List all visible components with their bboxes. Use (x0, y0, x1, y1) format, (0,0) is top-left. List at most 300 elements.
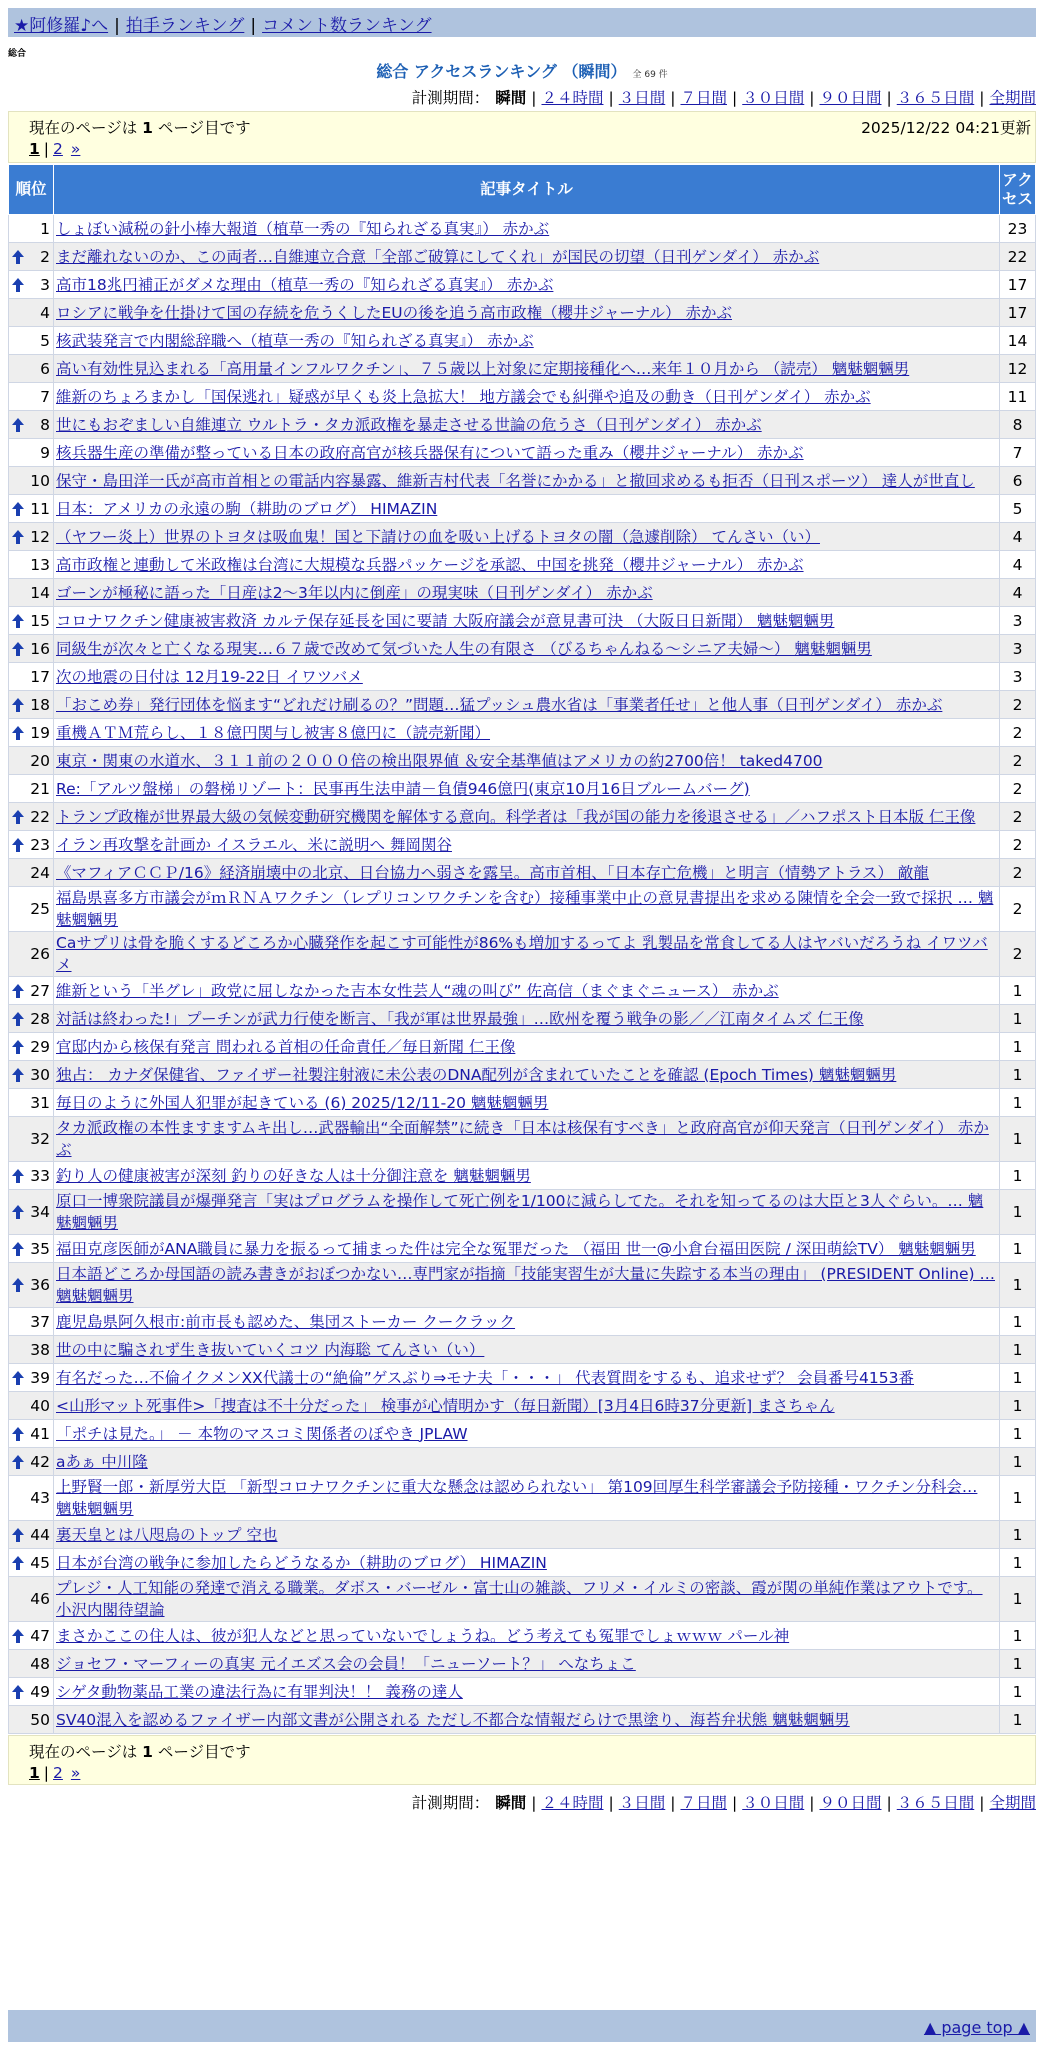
article-title-link[interactable]: 「おこめ券」発行団体を悩ます“どれだけ刷るの？”問題…猛プッシュ農水省は「事業者任せ」と他人事（日刊ゲンダイ） 赤かぶ (56, 695, 943, 714)
article-title-link[interactable]: 次の地震の日付は 12月19-22日 イワツバメ (56, 667, 363, 686)
col-title-header: 記事タイトル (54, 165, 1000, 215)
rank-cell (9, 1235, 54, 1263)
table-row (9, 1392, 1036, 1420)
title-cell (54, 1117, 1000, 1162)
rank-number: 12 (30, 527, 50, 546)
rank-number: 44 (30, 1525, 50, 1544)
access-count: 2 (1000, 831, 1036, 859)
table-row (9, 1476, 1036, 1521)
rank-number: 49 (30, 1682, 50, 1701)
page-1-current: 1 (29, 140, 40, 158)
table-header-row (9, 165, 1036, 215)
access-count: 17 (1000, 299, 1036, 327)
access-count: 12 (1000, 355, 1036, 383)
table-row (9, 1336, 1036, 1364)
up-arrow-icon (12, 698, 24, 712)
article-title-link[interactable]: ゴーンが極秘に語った「日産は2～3年以内に倒産」の現実味（日刊ゲンダイ） 赤かぶ (56, 583, 653, 602)
rank-cell (9, 932, 54, 977)
title-cell (54, 859, 1000, 887)
rank-cell (9, 1263, 54, 1308)
rank-number: 31 (30, 1093, 50, 1112)
article-title-link[interactable]: まだ離れないのか、この両者…自維連立合意「全部ご破算にしてくれ」が国民の切望（日刊ゲンダイ） 赤かぶ (56, 247, 820, 266)
rank-cell (9, 831, 54, 859)
period-option[interactable]: ３６５日間 (896, 89, 975, 107)
rank-number: 27 (30, 981, 50, 1000)
title-cell (54, 467, 1000, 495)
period-option[interactable]: ９０日間 (819, 1794, 882, 1812)
access-count: 14 (1000, 327, 1036, 355)
up-arrow-icon (12, 1427, 24, 1441)
table-row (9, 887, 1036, 932)
table-row (9, 859, 1036, 887)
rank-cell (9, 243, 54, 271)
title-cell (54, 1577, 1000, 1622)
table-row (9, 932, 1036, 977)
rank-cell (9, 719, 54, 747)
page-1-current: 1 (29, 1764, 40, 1782)
rank-cell (9, 523, 54, 551)
article-title-link[interactable]: 原口一博衆院議員が爆弾発言「実はプログラムを操作して死亡例を1/100に減らしてた。それを知ってるのは大臣と3人ぐらい。… 魑魅魍魎男 (56, 1192, 984, 1232)
access-count: 3 (1000, 607, 1036, 635)
rank-number: 36 (30, 1276, 50, 1294)
page-top-link[interactable]: ▲ page top ▲ (923, 2018, 1030, 2037)
rank-number: 42 (30, 1452, 50, 1471)
article-title-link[interactable]: 核兵器生産の準備が整っている日本の政府高官が核兵器保有について語った重み（櫻井ジャーナル） 赤かぶ (56, 443, 804, 462)
access-count: 1 (1000, 1308, 1036, 1336)
rank-cell (9, 411, 54, 439)
period-option[interactable]: ３０日間 (742, 89, 805, 107)
next-page-link[interactable]: » (70, 140, 81, 158)
access-count: 1 (1000, 1263, 1036, 1308)
title-cell (54, 1263, 1000, 1308)
table-row (9, 1263, 1036, 1308)
article-title-link[interactable]: トランプ政権が世界最大級の気候変動研究機関を解体する意向。科学者は「我が国の能力を後退させる」／ハフポスト日本版 仁王像 (56, 807, 976, 826)
table-row (9, 1420, 1036, 1448)
article-title-link[interactable]: 高い有効性見込まれる「高用量インフルワクチン」、７５歳以上対象に定期接種化へ…来年１０月から （読売） 魑魅魍魎男 (56, 359, 910, 378)
up-arrow-icon (12, 502, 24, 516)
rank-number: 8 (40, 415, 50, 434)
article-title-link[interactable]: イラン再攻撃を計画か イスラエル、米に説明へ 舞岡関谷 (56, 835, 452, 854)
rank-cell (9, 1448, 54, 1476)
rank-number: 22 (30, 807, 50, 826)
table-row (9, 271, 1036, 299)
table-row (9, 383, 1036, 411)
article-title-link[interactable]: 福島県喜多方市議会がｍＲＮＡワクチン（レプリコンワクチンを含む）接種事業中止の意見書提出を求める陳情を全会一致で採択 … 魑魅魍魎男 (56, 889, 994, 929)
title-cell (54, 1706, 1000, 1734)
access-count: 6 (1000, 467, 1036, 495)
up-arrow-icon (12, 1528, 24, 1542)
period-option: 瞬間 (495, 89, 527, 107)
title-cell (54, 1235, 1000, 1263)
rank-number: 29 (30, 1037, 50, 1056)
rank-cell (9, 327, 54, 355)
period-separator: | (670, 89, 676, 107)
title-cell (54, 1521, 1000, 1549)
rank-number: 3 (40, 275, 50, 294)
rank-cell (9, 1622, 54, 1650)
rank-cell (9, 1706, 54, 1734)
article-title-link[interactable]: 保守・島田洋一氏が高市首相との電話内容暴露、維新吉村代表「名誉にかかる」と撤回求めるも拒否（日刊スポーツ） 達人が世直し (56, 471, 975, 490)
rank-cell (9, 495, 54, 523)
period-separator: | (531, 89, 537, 107)
article-title-link[interactable]: 日本：アメリカの永遠の駒（耕助のブログ） HIMAZIN (56, 499, 438, 518)
access-count: 1 (1000, 1005, 1036, 1033)
article-title-link[interactable]: 裏天皇とは八咫烏のトップ 空也 (56, 1525, 278, 1544)
rank-cell (9, 1420, 54, 1448)
access-count: 1 (1000, 1364, 1036, 1392)
pager-bottom (8, 1735, 1036, 1785)
article-title-link[interactable]: （ヤフー炎上）世界のトヨタは吸血鬼！国と下請けの血を吸い上げるトヨタの闇（急遽削除） てんさい（い） (56, 527, 820, 546)
rank-cell (9, 977, 54, 1005)
period-separator: | (531, 1794, 537, 1812)
top-nav-bar (8, 8, 1036, 37)
access-count: 1 (1000, 1650, 1036, 1678)
up-arrow-icon (12, 1012, 24, 1026)
access-count: 1 (1000, 1521, 1036, 1549)
table-row (9, 1706, 1036, 1734)
article-title-link[interactable]: シゲタ動物薬品工業の違法行為に有罪判決！！ 義務の達人 (56, 1682, 463, 1701)
rank-cell (9, 1005, 54, 1033)
period-option[interactable]: ２４時間 (541, 1794, 604, 1812)
article-title-link[interactable]: 重機ＡＴＭ荒らし、１８億円関与し被害８億円に（読売新聞） (56, 723, 491, 742)
title-cell (54, 1336, 1000, 1364)
rank-cell (9, 775, 54, 803)
period-separator: | (809, 89, 815, 107)
rank-cell (9, 1190, 54, 1235)
rank-number: 16 (30, 639, 50, 658)
article-title-link[interactable]: ロシアに戦争を仕掛けて国の存続を危うくしたEUの後を追う高市政権（櫻井ジャーナル） 赤かぶ (56, 303, 732, 322)
access-count: 1 (1000, 1577, 1036, 1622)
up-arrow-icon (12, 1169, 24, 1183)
access-count: 1 (1000, 1392, 1036, 1420)
up-arrow-icon (12, 278, 24, 292)
title-cell (54, 411, 1000, 439)
rank-number: 28 (30, 1009, 50, 1028)
title-cell (54, 1622, 1000, 1650)
title-cell (54, 803, 1000, 831)
rank-number: 45 (30, 1553, 50, 1572)
period-option[interactable]: ７日間 (680, 1794, 727, 1812)
rank-number: 14 (30, 583, 50, 602)
title-cell (54, 299, 1000, 327)
updated-timestamp: 2025/12/22 04:21更新 (861, 119, 1031, 137)
table-row (9, 607, 1036, 635)
title-cell (54, 1476, 1000, 1521)
up-arrow-icon (12, 1040, 24, 1054)
table-row (9, 691, 1036, 719)
table-row (9, 1235, 1036, 1263)
rank-cell (9, 1521, 54, 1549)
article-title-link[interactable]: 毎日のように外国人犯罪が起きている (6) 2025/12/11-20 魑魅魍魎男 (56, 1093, 549, 1112)
up-arrow-icon (12, 530, 24, 544)
article-title-link[interactable]: 日本語どころか母国語の読み書きがおぼつかない…専門家が指摘「技能実習生が大量に失踪する本当の理由」 (PRESIDENT Online) … 魑魅魍魎男 (56, 1265, 995, 1305)
article-title-link[interactable]: Caサプリは骨を脆くするどころか心臓発作を起こす可能性が86%も増加するってよ 乳製品を常食してる人はヤバいだろうね イワツバメ (56, 934, 988, 974)
article-title-link[interactable]: 有名だった…不倫イクメンXX代議士の“絶倫”ゲスぶり⇒モナ夫「・・・」 代表質問をするも、追求せず？ 会員番号4153番 (56, 1368, 915, 1387)
rank-cell (9, 355, 54, 383)
title-cell (54, 383, 1000, 411)
rank-number: 43 (30, 1489, 50, 1507)
article-title-link[interactable]: コロナワクチン健康被害救済 カルテ保存延長を国に要請 大阪府議会が意見書可決 （大阪日日新聞） 魑魅魍魎男 (56, 611, 835, 630)
up-arrow-icon (12, 838, 24, 852)
rank-cell (9, 215, 54, 243)
rank-number: 5 (40, 331, 50, 350)
rank-cell (9, 1476, 54, 1521)
access-count: 1 (1000, 1448, 1036, 1476)
rank-cell (9, 887, 54, 932)
period-separator: | (886, 89, 892, 107)
rank-number: 30 (30, 1065, 50, 1084)
footer-bar (8, 2010, 1036, 2042)
rank-number: 7 (40, 387, 50, 406)
article-title-link[interactable]: SV40混入を認めるファイザー内部文書が公開される ただし不都合な情報だらけで黒塗り、海苔弁状態 魑魅魍魎男 (56, 1710, 850, 1729)
access-count: 5 (1000, 495, 1036, 523)
title-cell (54, 523, 1000, 551)
period-separator: | (608, 89, 614, 107)
title-cell (54, 1650, 1000, 1678)
article-title-link[interactable]: 鹿児島県阿久根市:前市長も認めた、集団ストーカー クークラック (56, 1312, 516, 1331)
rank-cell (9, 1089, 54, 1117)
access-count: 1 (1000, 1190, 1036, 1235)
site-home-link[interactable]: ★阿修羅♪へ (14, 16, 109, 36)
up-arrow-icon (12, 1068, 24, 1082)
access-count: 1 (1000, 1622, 1036, 1650)
rank-number: 47 (30, 1626, 50, 1645)
table-row (9, 467, 1036, 495)
access-count: 1 (1000, 1162, 1036, 1190)
period-separator: | (732, 89, 738, 107)
rank-cell (9, 299, 54, 327)
access-count: 1 (1000, 1033, 1036, 1061)
article-title-link[interactable]: <山形マット死事件>「捜査は不十分だった」 検事が心情明かす（毎日新聞）[3月4日6時37分更新] まさちゃん (56, 1396, 835, 1415)
up-arrow-icon (12, 1556, 24, 1570)
period-label: 計測期間： (411, 1794, 490, 1812)
up-arrow-icon (12, 1205, 24, 1219)
rank-cell (9, 1061, 54, 1089)
applause-ranking-link[interactable]: 拍手ランキング (125, 16, 245, 36)
article-title-link[interactable]: 高市18兆円補正がダメな理由（植草一秀の『知られざる真実』） 赤かぶ (56, 275, 554, 294)
table-row (9, 831, 1036, 859)
access-count: 1 (1000, 1549, 1036, 1577)
rank-number: 32 (30, 1130, 50, 1148)
table-row (9, 1089, 1036, 1117)
article-title-link[interactable]: 独占： カナダ保健省、ファイザー社製注射液に未公表のDNA配列が含まれていたことを確認 (Epoch Times) 魑魅魍魎男 (56, 1065, 897, 1084)
table-row (9, 1308, 1036, 1336)
table-row (9, 1549, 1036, 1577)
table-row (9, 1061, 1036, 1089)
period-option[interactable]: ３日間 (618, 1794, 666, 1812)
rank-number: 37 (30, 1312, 50, 1331)
article-title-link[interactable]: 対話は終わった!」プーチンが武力行使を断言、「我が軍は世界最強」…欧州を覆う戦争の影／／江南タイムズ 仁王像 (56, 1009, 864, 1028)
article-title-link[interactable]: 同級生が次々と亡くなる現実…６７歳で改めて気づいた人生の有限さ （びるちゃんねる～シニア夫婦～） 魑魅魍魎男 (56, 639, 872, 658)
access-count: 4 (1000, 579, 1036, 607)
ranking-title: 総合 アクセスランキング （瞬間） (376, 62, 627, 81)
rank-number: 48 (30, 1654, 50, 1673)
page-2-link[interactable]: 2 (53, 140, 63, 158)
title-cell (54, 1033, 1000, 1061)
ranking-table-body (9, 215, 1036, 1734)
section-label: 総合 (8, 49, 27, 59)
title-cell (54, 1089, 1000, 1117)
table-row (9, 523, 1036, 551)
article-title-link[interactable]: 東京・関東の水道水、３１１前の２０００倍の検出限界値 ＆安全基準値はアメリカの約2700倍！ taked4700 (56, 751, 823, 770)
table-row (9, 1448, 1036, 1476)
article-title-link[interactable]: 日本が台湾の戦争に参加したらどうなるか（耕助のブログ） HIMAZIN (56, 1553, 547, 1572)
period-separator: | (886, 1794, 892, 1812)
title-cell (54, 579, 1000, 607)
rank-number: 17 (30, 667, 50, 686)
article-title-link[interactable]: プレジ・人工知能の発達で消える職業。ダボス・バーゼル・富士山の雑談、フリメ・イルミの密談、霞が関の単純作業はアウトです。 小沢内閣待望論 (56, 1579, 983, 1619)
title-cell (54, 1420, 1000, 1448)
period-label: 計測期間： (411, 89, 490, 107)
period-option[interactable]: 全期間 (989, 89, 1036, 107)
rank-cell (9, 1308, 54, 1336)
article-title-link[interactable]: 《マフィアＣＣＰ/16》経済崩壊中の北京、日台協力へ弱さを露呈。高市首相、「日本存亡危機」と明言（情勢アトラス） 敵龍 (56, 863, 929, 882)
pager-status: 現在のページは 1 ページ目です (29, 119, 251, 137)
table-row (9, 1364, 1036, 1392)
table-row (9, 327, 1036, 355)
article-title-link[interactable]: 高市政権と連動して米政権は台湾に大規模な兵器パッケージを承認、中国を挑発（櫻井ジャーナル） 赤かぶ (56, 555, 804, 574)
rank-cell (9, 439, 54, 467)
up-arrow-icon (12, 1242, 24, 1256)
rank-number: 21 (30, 779, 50, 798)
page-2-link[interactable]: 2 (53, 1764, 63, 1782)
access-count: 11 (1000, 383, 1036, 411)
period-option[interactable]: ９０日間 (819, 89, 882, 107)
access-count: 2 (1000, 747, 1036, 775)
rank-number: 18 (30, 695, 50, 714)
article-title-link[interactable]: ジョセフ・マーフィーの真実 元イエズス会の会員！「ニューソート？」 へなちょこ (56, 1654, 636, 1673)
up-arrow-icon (12, 1371, 24, 1385)
rank-cell (9, 663, 54, 691)
title-cell (54, 747, 1000, 775)
period-option[interactable]: ７日間 (680, 89, 727, 107)
access-count: 2 (1000, 719, 1036, 747)
rank-number: 1 (40, 219, 50, 238)
col-access-header: アク セス (1000, 165, 1036, 215)
pager-links: 1 | 2 » (29, 140, 81, 158)
rank-number: 41 (30, 1424, 50, 1443)
ranking-title-line (0, 59, 1044, 82)
access-count: 2 (1000, 887, 1036, 932)
rank-number: 20 (30, 751, 50, 770)
article-title-link[interactable]: 釣り人の健康被害が深刻 釣りの好きな人は十分御注意を 魑魅魍魎男 (56, 1166, 531, 1185)
up-arrow-icon (12, 984, 24, 998)
article-title-link[interactable]: まさかここの住人は、彼が犯人などと思っていないでしょうね。どう考えても冤罪でしょｗｗｗ パール神 (56, 1626, 790, 1645)
rank-number: 40 (30, 1396, 50, 1415)
title-cell (54, 1005, 1000, 1033)
rank-cell (9, 1678, 54, 1706)
period-option[interactable]: ２４時間 (541, 89, 604, 107)
rank-number: 34 (30, 1203, 50, 1221)
table-row (9, 1117, 1036, 1162)
rank-cell (9, 1650, 54, 1678)
title-cell (54, 1678, 1000, 1706)
access-count: 1 (1000, 1420, 1036, 1448)
article-title-link[interactable]: しょぼい減税の針小棒大報道（植草一秀の『知られざる真実』） 赤かぶ (56, 219, 550, 238)
table-row (9, 1033, 1036, 1061)
rank-number: 26 (30, 945, 50, 963)
article-title-link[interactable]: 核武装発言で内閣総辞職へ（植草一秀の『知られざる真実』） 赤かぶ (56, 331, 534, 350)
access-count: 3 (1000, 663, 1036, 691)
article-title-link[interactable]: 福田克彦医師がANA職員に暴力を振るって捕まった件は完全な冤罪だった （福田 世一@小倉台福田医院 / 深田萌絵TV） 魑魅魍魎男 (56, 1239, 976, 1258)
rank-cell (9, 1117, 54, 1162)
rank-cell (9, 747, 54, 775)
access-count: 17 (1000, 271, 1036, 299)
rank-cell (9, 1549, 54, 1577)
period-option[interactable]: ３０日間 (742, 1794, 805, 1812)
rank-cell (9, 607, 54, 635)
title-cell (54, 663, 1000, 691)
title-cell (54, 355, 1000, 383)
title-cell (54, 1549, 1000, 1577)
access-count: 2 (1000, 932, 1036, 977)
rank-number: 39 (30, 1368, 50, 1387)
rank-number: 23 (30, 835, 50, 854)
title-cell (54, 831, 1000, 859)
access-count: 1 (1000, 1706, 1036, 1734)
article-title-link[interactable]: 維新という「半グレ」政党に屈しなかった吉本女性芸人“魂の叫び” 佐高信（まぐまぐニュース） 赤かぶ (56, 981, 779, 1000)
access-count: 2 (1000, 803, 1036, 831)
up-arrow-icon (12, 418, 24, 432)
table-row (9, 719, 1036, 747)
table-row (9, 243, 1036, 271)
table-row (9, 1521, 1036, 1549)
title-cell (54, 1392, 1000, 1420)
rank-number: 46 (30, 1590, 50, 1608)
rank-cell (9, 1392, 54, 1420)
article-title-link[interactable]: 「ポチは見た。」 － 本物のマスコミ関係者のぼやき JPLAW (56, 1424, 468, 1443)
title-cell (54, 215, 1000, 243)
title-cell (54, 977, 1000, 1005)
rank-cell (9, 383, 54, 411)
period-separator: | (732, 1794, 738, 1812)
rank-number: 13 (30, 555, 50, 574)
comment-ranking-link[interactable]: コメント数ランキング (262, 16, 432, 36)
rank-cell (9, 635, 54, 663)
access-count: 1 (1000, 1476, 1036, 1521)
article-title-link[interactable]: Re:「アルツ盤梯」の磐梯リゾート：民事再生法申請－負債946億円(東京10月16日ブルームバーグ) (56, 779, 750, 798)
article-title-link[interactable]: aあぁ 中川隆 (56, 1452, 148, 1471)
table-row (9, 977, 1036, 1005)
article-title-link[interactable]: 世にもおぞましい自維連立 ウルトラ・タカ派政権を暴走させる世論の危うさ（日刊ゲンダイ） 赤かぶ (56, 415, 762, 434)
period-option[interactable]: 全期間 (989, 1794, 1036, 1812)
next-page-link[interactable]: » (70, 1764, 81, 1782)
title-cell (54, 439, 1000, 467)
rank-cell (9, 271, 54, 299)
access-count: 7 (1000, 439, 1036, 467)
up-arrow-icon (12, 1278, 24, 1292)
rank-cell (9, 1162, 54, 1190)
access-count: 23 (1000, 215, 1036, 243)
period-option[interactable]: ３日間 (618, 89, 666, 107)
table-row (9, 1622, 1036, 1650)
period-option[interactable]: ３６５日間 (896, 1794, 975, 1812)
ranking-count: 全 69 件 (632, 70, 668, 80)
article-title-link[interactable]: 官邸内から核保有発言 問われる首相の任命責任／毎日新聞 仁王像 (56, 1037, 516, 1056)
access-count: 1 (1000, 1117, 1036, 1162)
rank-number: 9 (40, 443, 50, 462)
ranking-table (8, 164, 1036, 1734)
article-title-link[interactable]: タカ派政権の本性ますますムキ出し…武器輸出“全面解禁”に続き「日本は核保有すべき」と政府高官が仰天発言（日刊ゲンダイ） 赤かぶ (56, 1119, 989, 1159)
table-row (9, 551, 1036, 579)
title-cell (54, 1308, 1000, 1336)
article-title-link[interactable]: 維新のちょろまかし「国保逃れ」疑惑が早くも炎上急拡大！ 地方議会でも糾弾や追及の動き（日刊ゲンダイ） 赤かぶ (56, 387, 871, 406)
rank-number: 19 (30, 723, 50, 742)
access-count: 4 (1000, 551, 1036, 579)
article-title-link[interactable]: 世の中に騙されず生き抜いていくコツ 内海聡 てんさい（い） (56, 1340, 485, 1359)
article-title-link[interactable]: 上野賢一郎・新厚労大臣 「新型コロナワクチンに重大な懸念は認められない」 第109回厚生科学審議会予防接種・ワクチン分科会… 魑魅魍魎男 (56, 1478, 978, 1518)
title-cell (54, 1061, 1000, 1089)
